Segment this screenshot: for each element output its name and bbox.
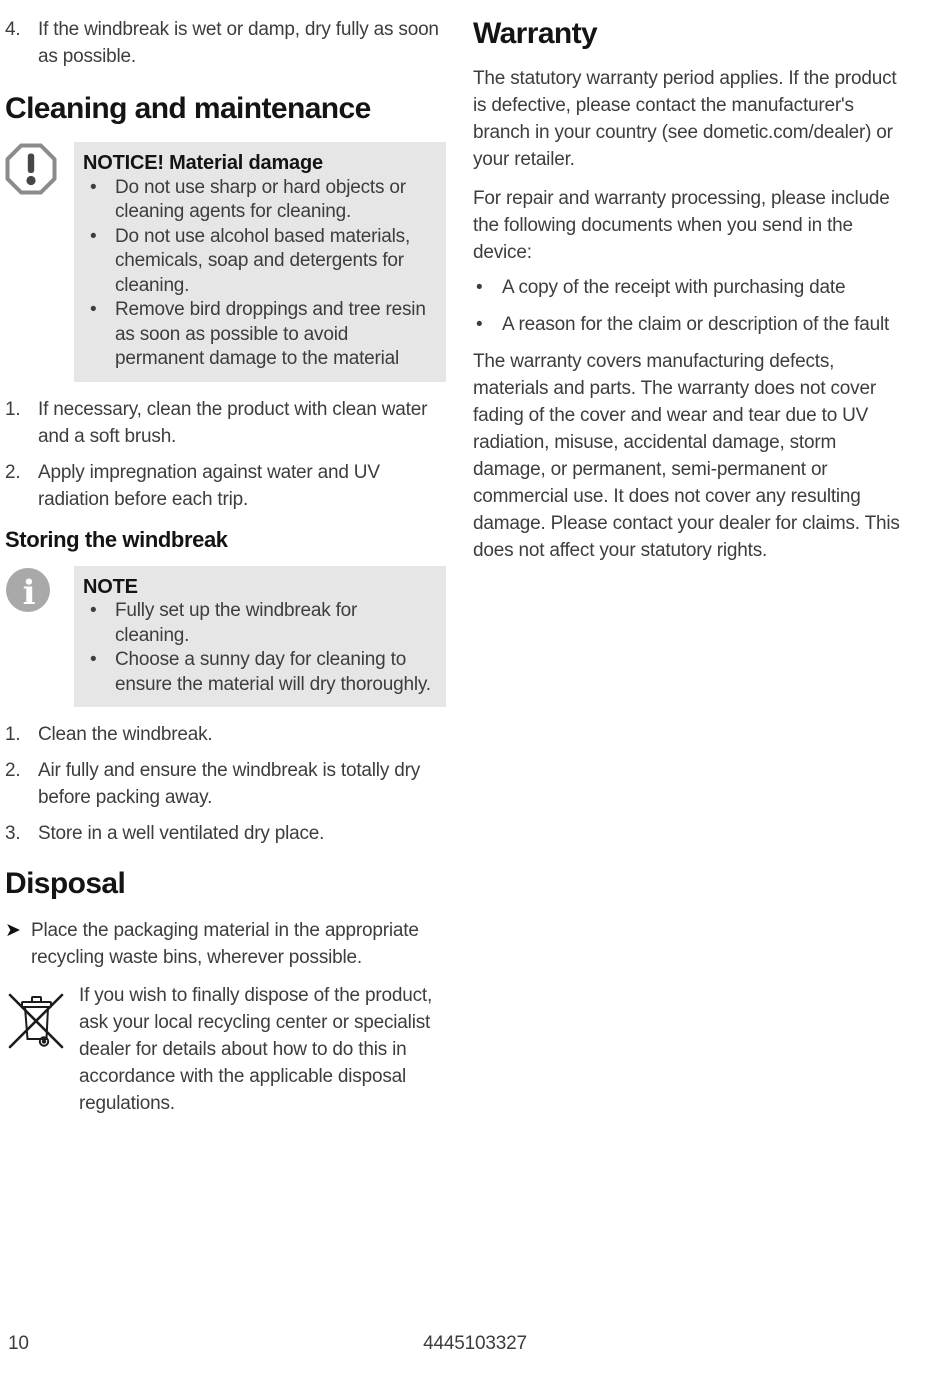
list-text: If necessary, clean the product with clean water and a soft brush.	[38, 398, 428, 447]
bullet-marker: •	[476, 277, 483, 298]
warranty-bullet	[473, 311, 913, 338]
list-item	[5, 721, 446, 748]
arrow-right-bullet: ➤	[5, 920, 21, 941]
notice-bullet	[83, 298, 436, 372]
warning-octagon-icon	[5, 143, 57, 195]
list-text: Clean the windbreak.	[38, 724, 213, 745]
list-number: 1.	[5, 398, 21, 420]
bullet-text: A copy of the receipt with purchasing date	[502, 277, 846, 298]
section-title-storing: Storing the windbreak	[5, 526, 228, 552]
notice-box	[5, 142, 446, 382]
bullet-text: Choose a sunny day for cleaning to ensure the material will dry thoroughly.	[115, 649, 431, 695]
list-item	[5, 757, 446, 811]
right-column	[473, 16, 913, 576]
bullet-marker: •	[476, 314, 483, 335]
list-item	[5, 396, 446, 450]
bullet-marker: •	[90, 225, 97, 247]
note-panel	[74, 566, 446, 708]
list-text: If the windbreak is wet or damp, dry fully as soon as possible.	[38, 19, 439, 67]
list-text: Air fully and ensure the windbreak is totally dry before packing away.	[38, 760, 421, 808]
bullet-text: A reason for the claim or description of the fault	[502, 314, 890, 335]
bullet-marker: •	[90, 600, 97, 621]
list-number: 3.	[5, 823, 21, 844]
list-item	[5, 459, 446, 513]
page-number: 10	[8, 1333, 29, 1354]
cleaning-steps	[5, 396, 446, 513]
document-number: 4445103327	[423, 1333, 527, 1354]
weee-icon-cell	[5, 982, 79, 1052]
section-title-disposal: Disposal	[5, 867, 126, 900]
warranty-paragraph-1: The statutory warranty period applies. If the product is defective, please contact the manufacturer's branch in your country (see dometic.com/dealer) or your retailer.	[473, 68, 897, 170]
list-text: Apply impregnation against water and UV radiation before each trip.	[38, 461, 380, 510]
notice-panel	[74, 142, 446, 382]
note-bullet	[83, 599, 436, 648]
warranty-bullet	[473, 274, 913, 301]
note-title: NOTE	[83, 575, 138, 598]
warranty-paragraph-3: The warranty covers manufacturing defects, materials and parts. The warranty does not cover fading of the cover and wear and tear due to UV radiation, misuse, accidental damage, storm damage, or permanent, semi-permanent or commercial use. It does not cover any resulting damage. Please contact your dealer for claims. This does not affect your statutory rights.	[473, 351, 900, 561]
notice-bullet	[83, 225, 436, 299]
section-title-warranty: Warranty	[473, 17, 598, 50]
weee-text: If you wish to finally dispose of the product, ask your local recycling center or specialist dealer for details about how to do this in accordance with the applicable disposal regulations.	[79, 985, 433, 1114]
info-icon	[5, 567, 51, 613]
notice-icon-cell	[5, 142, 74, 195]
svg-text:i: i	[22, 572, 36, 613]
bullet-text: Do not use sharp or hard objects or cleaning agents for cleaning.	[115, 176, 406, 222]
crossed-out-wheelie-bin-icon	[7, 986, 65, 1052]
list-text: Store in a well ventilated dry place.	[38, 823, 325, 844]
note-icon-cell	[5, 566, 74, 613]
list-item	[5, 820, 446, 847]
section-title-cleaning: Cleaning and maintenance	[5, 92, 371, 125]
bullet-text: Fully set up the windbreak for cleaning.	[115, 600, 358, 646]
disposal-action	[5, 917, 446, 971]
note-box	[5, 566, 446, 708]
list-number: 4.	[5, 19, 21, 40]
list-number: 2.	[5, 461, 21, 483]
action-text: Place the packaging material in the appropriate recycling waste bins, wherever possible.	[31, 920, 419, 968]
weee-note	[5, 982, 446, 1117]
note-bullet	[83, 648, 436, 697]
notice-title: NOTICE! Material damage	[83, 152, 323, 174]
bullet-text: Do not use alcohol based materials, chemicals, soap and detergents for cleaning.	[115, 225, 411, 296]
bullet-text: Remove bird droppings and tree resin as soon as possible to avoid permanent damage to the material	[115, 299, 426, 369]
list-number: 2.	[5, 760, 21, 781]
left-column	[5, 16, 446, 1117]
storing-steps	[5, 721, 446, 847]
list-item-4	[5, 16, 446, 70]
notice-bullet	[83, 176, 436, 225]
warranty-paragraph-2: For repair and warranty processing, please include the following documents when you send in the device:	[473, 188, 890, 263]
bullet-marker: •	[90, 176, 97, 198]
bullet-marker: •	[90, 649, 97, 670]
bullet-marker: •	[90, 299, 97, 320]
list-number: 1.	[5, 724, 21, 745]
